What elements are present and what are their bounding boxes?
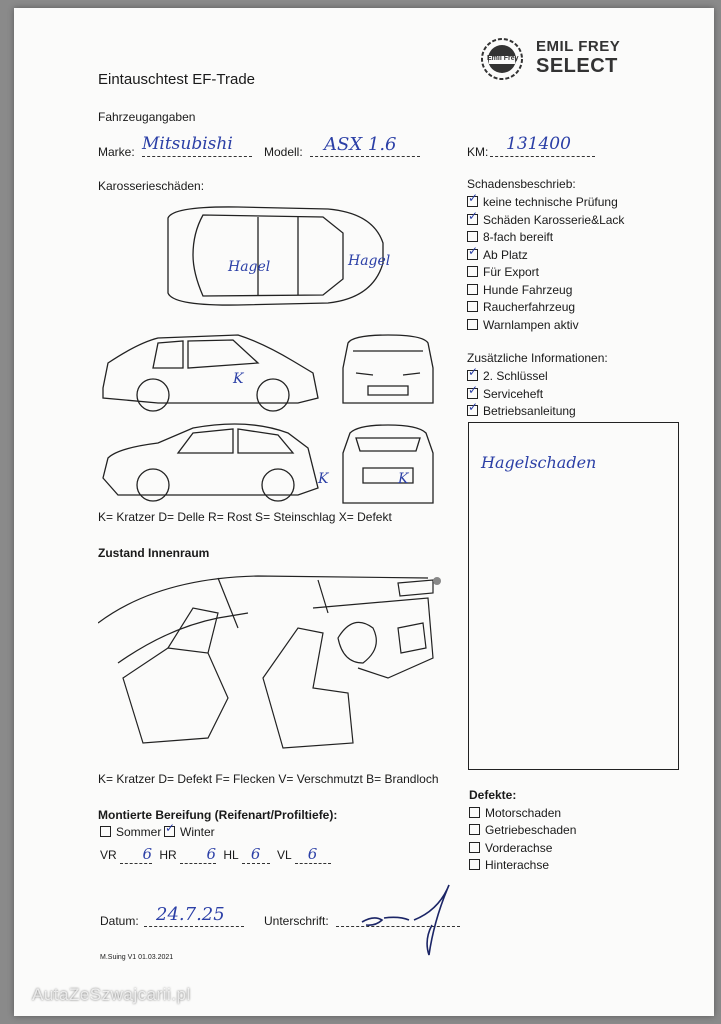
checkbox[interactable]: [467, 249, 478, 260]
date-label: Datum:: [100, 914, 139, 928]
interior-legend: K= Kratzer D= Defekt F= Flecken V= Verschmutzt B= Brandloch: [98, 772, 439, 786]
info-item[interactable]: ✓Serviceheft: [467, 387, 543, 401]
make-value: Mitsubishi: [142, 134, 233, 154]
logo-line1: EMIL FREY: [536, 38, 621, 55]
checkbox[interactable]: [100, 826, 111, 837]
form-sheet: [14, 8, 714, 1016]
checkbox[interactable]: [469, 824, 480, 835]
vl-label: VL: [276, 848, 292, 862]
model-value: ASX 1.6: [324, 134, 397, 155]
checkbox[interactable]: [164, 826, 175, 837]
checkbox[interactable]: [469, 859, 480, 870]
dashboard: [313, 598, 433, 678]
winter-option[interactable]: ✓ Winter: [164, 825, 215, 839]
signature-mark: [354, 880, 454, 960]
vehicle-section-label: Fahrzeugangaben: [98, 110, 196, 124]
checkbox[interactable]: [467, 388, 478, 399]
damage-item[interactable]: Raucherfahrzeug: [467, 300, 575, 314]
car-side-left: [103, 335, 318, 403]
notes-text: Hagelschaden: [481, 453, 597, 472]
interior-diagram: [98, 568, 448, 768]
vl-value: 6: [307, 845, 318, 863]
vr-field[interactable]: [120, 845, 152, 864]
model-label: Modell:: [264, 145, 303, 159]
checkbox[interactable]: [467, 284, 478, 295]
body-damage-legend: K= Kratzer D= Delle R= Rost S= Steinschlag X= Defekt: [98, 510, 392, 524]
info-item[interactable]: ✓Betriebsanleitung: [467, 404, 576, 418]
front-seat: [263, 628, 353, 748]
damage-item[interactable]: Für Export: [467, 265, 539, 279]
car-rear-view: [343, 425, 433, 503]
form-title: Eintauschtest EF-Trade: [98, 71, 256, 88]
checkbox[interactable]: [467, 214, 478, 225]
checkbox[interactable]: [467, 231, 478, 242]
additional-info-label: Zusätzliche Informationen:: [467, 351, 608, 365]
summer-option[interactable]: Sommer: [100, 825, 161, 839]
info-item[interactable]: ✓2. Schlüssel: [467, 369, 548, 383]
rear-seat: [123, 648, 228, 743]
body-mark-5: K: [398, 471, 409, 487]
interior-label: Zustand Innenraum: [98, 546, 210, 560]
car-diagrams: [98, 203, 448, 513]
checkbox[interactable]: [467, 319, 478, 330]
vr-label: VR: [100, 848, 117, 862]
watermark: AutaZeSzwajcarii.pl: [32, 985, 191, 1004]
body-damage-label: Karosserieschäden:: [98, 179, 205, 193]
defects-label: Defekte:: [469, 788, 517, 802]
make-label: Marke:: [98, 145, 135, 159]
defect-item[interactable]: Getriebeschaden: [469, 823, 576, 837]
damage-item[interactable]: ✓Schäden Karosserie&Lack: [467, 213, 624, 227]
checkbox[interactable]: [467, 266, 478, 277]
logo-badge-text: Emil Frey: [487, 55, 519, 62]
tires-label: Montierte Bereifung (Reifenart/Profiltiefe):: [98, 808, 338, 822]
logo-line2: SELECT: [536, 55, 618, 77]
damage-item[interactable]: Warnlampen aktiv: [467, 318, 579, 332]
checkbox[interactable]: [467, 301, 478, 312]
emil-frey-logo: [479, 36, 679, 86]
signature-label: Unterschrift:: [264, 914, 329, 928]
damage-item[interactable]: Hunde Fahrzeug: [467, 283, 572, 297]
checkbox[interactable]: [467, 405, 478, 416]
damage-item[interactable]: ✓keine technische Prüfung: [467, 195, 618, 209]
hr-field[interactable]: [180, 845, 216, 864]
date-value: 24.7.25: [156, 904, 225, 925]
vl-field[interactable]: [295, 845, 331, 864]
checkbox[interactable]: [467, 196, 478, 207]
defect-item[interactable]: Motorschaden: [469, 806, 561, 820]
km-field[interactable]: [490, 134, 595, 157]
car-side-right: [103, 424, 318, 495]
hl-field[interactable]: [242, 845, 270, 864]
damage-item[interactable]: ✓Ab Platz: [467, 248, 528, 262]
km-label: KM:: [467, 145, 489, 159]
tire-depths: [100, 845, 331, 864]
chevron-icon: [433, 577, 441, 585]
model-field[interactable]: [310, 134, 420, 157]
body-mark-1: Hagel: [228, 259, 271, 275]
version-note: M.Suing V1 01.03.2021: [100, 954, 174, 961]
defect-item[interactable]: Vorderachse: [469, 841, 552, 855]
hr-label: HR: [159, 848, 177, 862]
vr-value: 6: [142, 845, 153, 863]
checkbox[interactable]: [469, 807, 480, 818]
body-mark-2: Hagel: [348, 253, 391, 269]
checkbox[interactable]: [467, 370, 478, 381]
make-field[interactable]: [142, 134, 252, 157]
body-mark-4: K: [318, 471, 329, 487]
damage-report-label: Schadensbeschrieb:: [467, 177, 576, 191]
steering-wheel: [338, 622, 376, 663]
damage-item[interactable]: 8-fach bereift: [467, 230, 553, 244]
checkbox[interactable]: [469, 842, 480, 853]
km-value: 131400: [506, 134, 571, 154]
notes-box[interactable]: [468, 422, 679, 770]
date-field[interactable]: [144, 904, 244, 927]
hl-label: HL: [223, 848, 239, 862]
body-mark-3: K: [233, 371, 244, 387]
car-front-view: [343, 335, 433, 403]
defect-item[interactable]: Hinterachse: [469, 858, 549, 872]
hr-value: 6: [206, 845, 217, 863]
hl-value: 6: [250, 845, 261, 863]
